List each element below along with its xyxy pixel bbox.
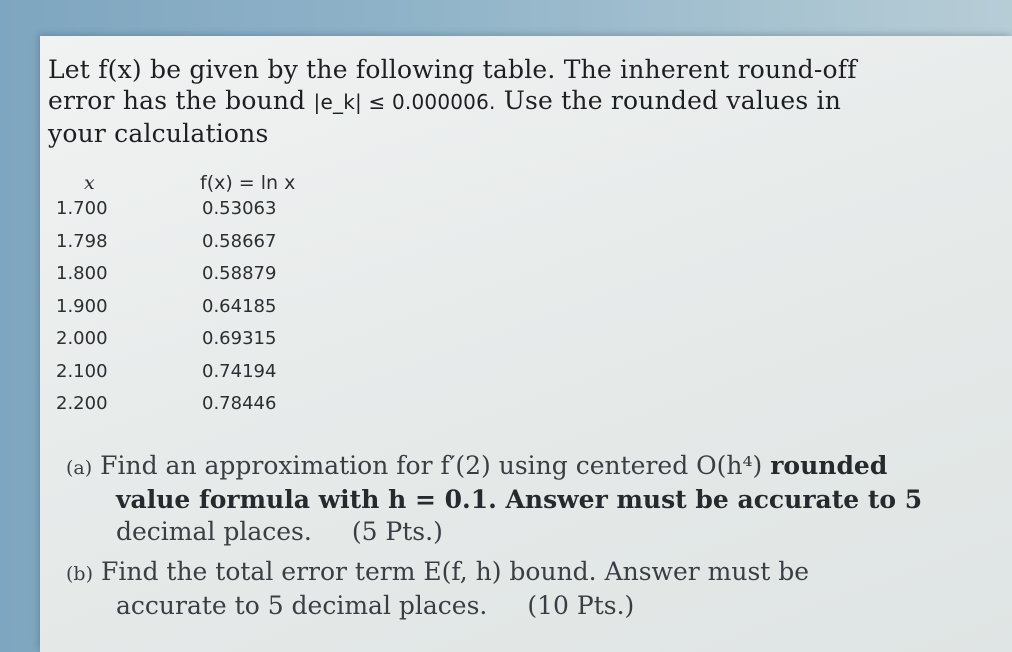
problem-intro (48, 54, 948, 149)
part-a-line-2 (66, 484, 922, 516)
table-cell-x: 2.000 (56, 328, 108, 349)
table-cell-fx: 0.58667 (202, 230, 277, 252)
table-cell-x: 1.800 (56, 263, 108, 284)
table-cell-x: 1.900 (56, 295, 108, 317)
part-a-line-3-text: decimal places. (116, 517, 312, 546)
part-b-line-2-text: accurate to 5 decimal places. (116, 591, 488, 620)
intro-line-2 (48, 85, 948, 118)
table-cell-x: 2.100 (56, 360, 108, 382)
table-header-x: x (84, 172, 95, 194)
part-b-points: (10 Pts.) (527, 591, 635, 620)
part-a-label: (a) (66, 457, 93, 479)
table-cell-x: 1.700 (56, 198, 108, 219)
part-b-line-2 (66, 590, 809, 622)
table-cell-x: 1.798 (56, 230, 108, 252)
intro-line-2-start: error has the bound (48, 86, 306, 115)
error-bound-expression: |e_k| ≤ 0.000006. (313, 90, 496, 114)
intro-line-2-end: Use the rounded values in (503, 86, 842, 115)
intro-line-3: your calculations (48, 119, 269, 148)
table-cell-fx: 0.74194 (202, 360, 277, 382)
table-header-fx: f(x) = ln x (200, 172, 296, 194)
table-cell-fx: 0.53063 (202, 198, 277, 219)
table-cell-fx: 0.78446 (202, 393, 277, 414)
document-page (40, 36, 1012, 652)
table-cell-x: 2.200 (56, 393, 108, 414)
part-a-line-2-text: value formula with h = 0.1. Answer must be accurate to 5 (116, 485, 923, 514)
part-a-points: (5 Pts.) (351, 517, 443, 546)
part-a-rounded: rounded (770, 451, 888, 480)
table-cell-fx: 0.69315 (202, 328, 277, 349)
part-a-line-3 (66, 516, 922, 548)
problem-content (40, 36, 1012, 652)
part-a (66, 450, 922, 548)
table-cell-fx: 0.64185 (202, 295, 277, 317)
part-b-line-1: Find the total error term E(f, h) bound. Answer must be (101, 557, 810, 586)
intro-line-1: Let f(x) be given by the following table. The inherent round-off (48, 55, 857, 84)
table-cell-fx: 0.58879 (202, 263, 277, 284)
part-b-label: (b) (66, 563, 93, 585)
part-a-line-1: Find an approximation for f′(2) using centered O(h⁴) (100, 451, 763, 480)
part-b (66, 556, 809, 622)
